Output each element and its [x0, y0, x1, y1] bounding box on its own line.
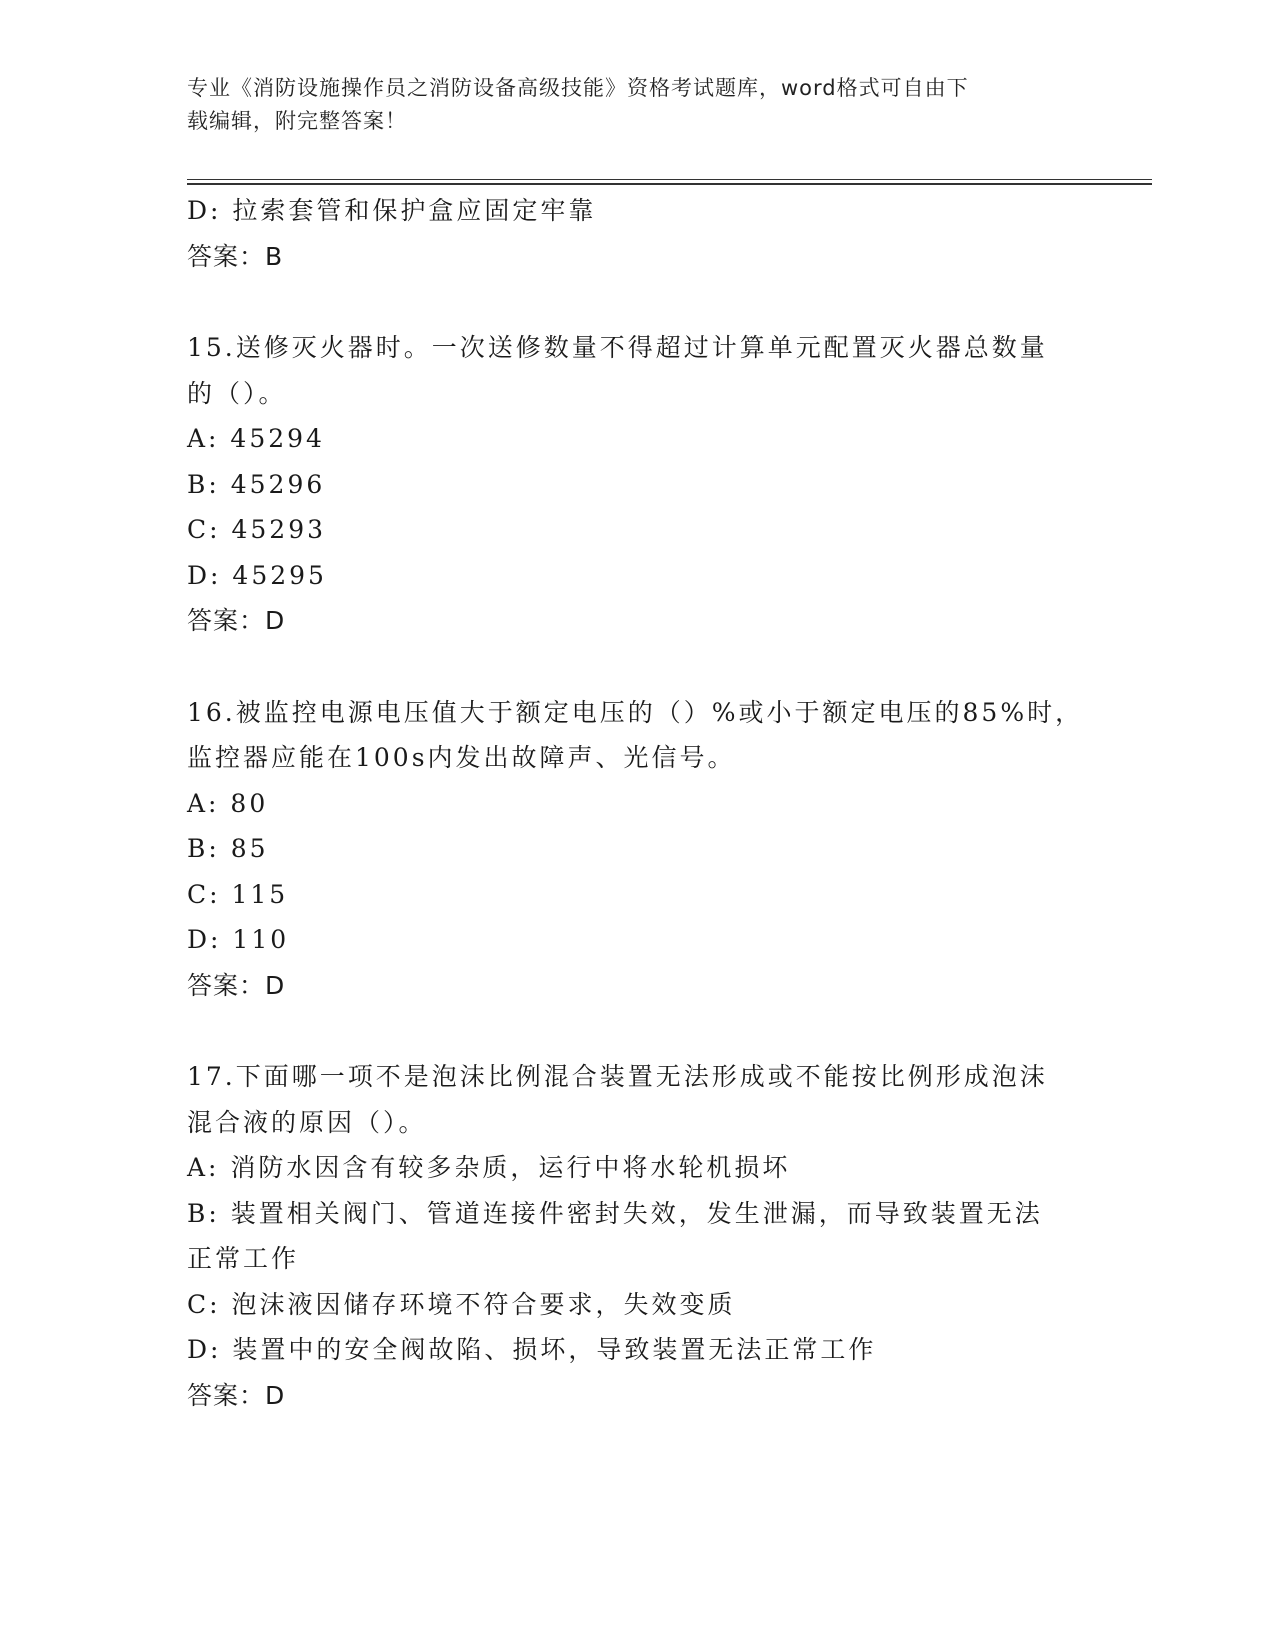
option-d: D: 装置中的安全阀故陷、损坏，导致装置无法正常工作 — [187, 1335, 877, 1364]
question-17 — [187, 1054, 1087, 1418]
answer: 答案：D — [187, 1380, 286, 1410]
answer: 答案：B — [187, 241, 284, 271]
option-c: C: 115 — [187, 879, 289, 909]
option-b: B: 45296 — [187, 469, 326, 499]
option-c: C: 泡沫液因储存环境不符合要求，失效变质 — [187, 1289, 736, 1319]
document-header — [187, 72, 1067, 138]
option-d: D: 110 — [187, 925, 290, 954]
option-a: A: 80 — [187, 788, 269, 818]
option-b-line-1: B: 装置相关阀门、管道连接件密封失效，发生泄漏，而导致装置无法 — [187, 1198, 1043, 1228]
option-c: C: 45293 — [187, 515, 327, 544]
previous-question-tail — [187, 188, 1087, 279]
option-b-line-2: 正常工作 — [187, 1244, 300, 1273]
option-a: A: 消防水因含有较多杂质，运行中将水轮机损坏 — [187, 1153, 791, 1182]
question-stem-line-1: 15.送修灭火器时。一次送修数量不得超过计算单元配置灭火器总数量 — [187, 333, 1048, 362]
header-line-2: 载编辑，附完整答案！ — [187, 109, 407, 133]
answer: 答案：D — [187, 606, 286, 635]
question-content — [187, 188, 1087, 1418]
question-stem-line-1: 17.下面哪一项不是泡沫比例混合装置无法形成或不能按比例形成泡沫 — [187, 1062, 1048, 1091]
question-15 — [187, 325, 1087, 644]
spacer — [187, 1008, 1087, 1054]
question-16 — [187, 690, 1087, 1009]
option-b: B: 85 — [187, 834, 269, 863]
spacer — [187, 644, 1087, 690]
question-stem-line-2: 的（）。 — [187, 378, 287, 408]
spacer — [187, 279, 1087, 325]
question-stem-line-1: 16.被监控电源电压值大于额定电压的（）%或小于额定电压的85%时， — [187, 697, 1084, 727]
header-divider-thin — [187, 179, 1152, 180]
answer: 答案：D — [187, 970, 286, 1000]
header-divider-thick — [187, 183, 1152, 185]
option-d: D: 拉索套管和保护盒应固定牢靠 — [187, 196, 597, 225]
option-a: A: 45294 — [187, 424, 325, 453]
question-stem-line-2: 监控器应能在100s内发出故障声、光信号。 — [187, 743, 736, 772]
header-line-1: 专业《消防设施操作员之消防设备高级技能》资格考试题库，word格式可自由下 — [187, 76, 969, 100]
option-d: D: 45295 — [187, 560, 327, 590]
question-stem-line-2: 混合液的原因（）。 — [187, 1107, 427, 1137]
